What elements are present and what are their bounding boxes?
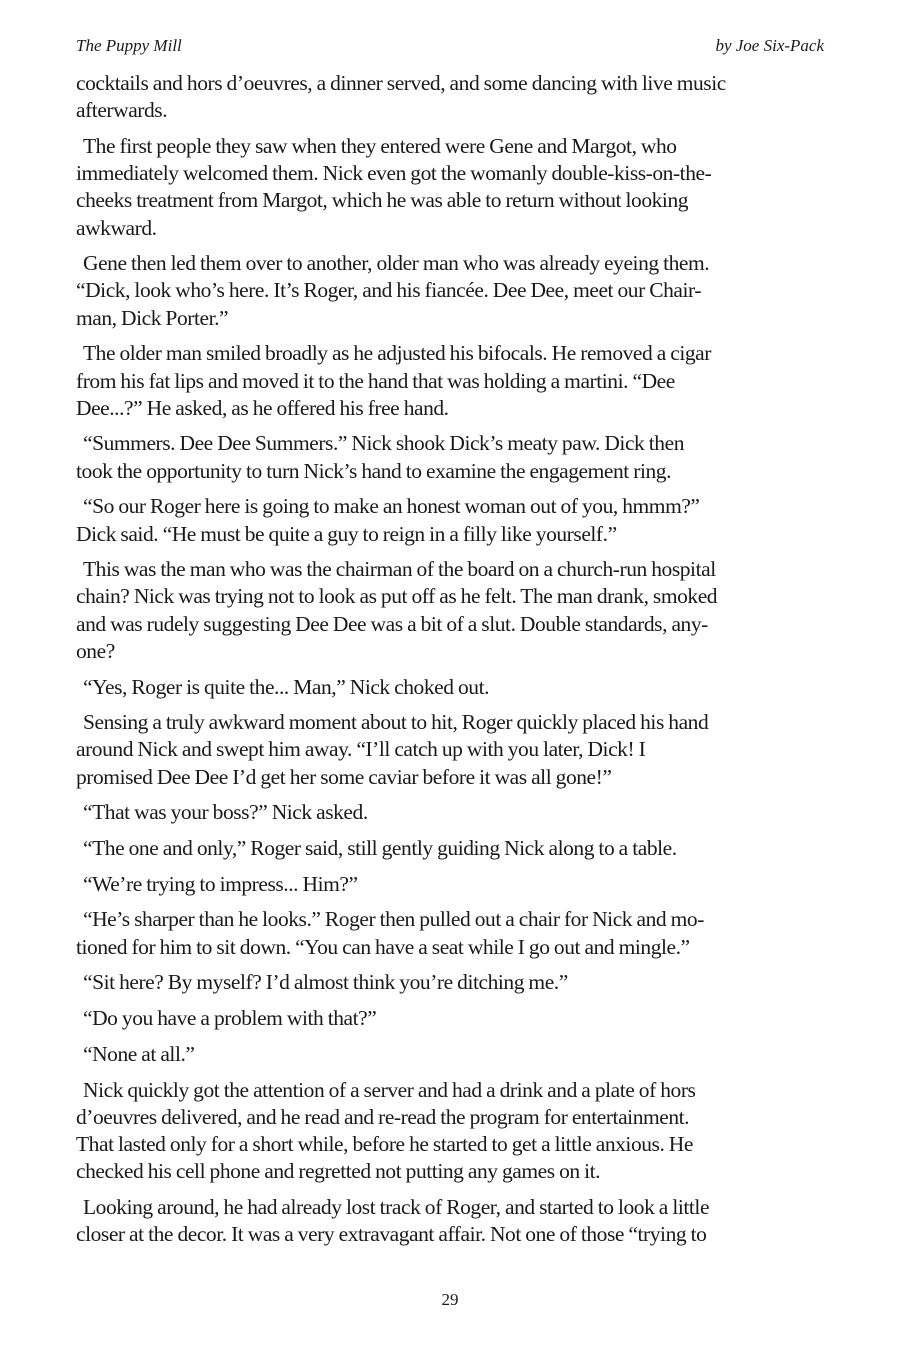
paragraph [76, 674, 828, 701]
text-line: tioned for him to sit down. “You can have a seat while I go out and mingle.” [76, 934, 690, 959]
book-title: The Puppy Mill [76, 36, 182, 55]
paragraph [76, 906, 828, 960]
text-line: and was rudely suggesting Dee Dee was a bit of a slut. Double standards, any- [76, 611, 708, 636]
text-line: “The one and only,” Roger said, still gently guiding Nick along to a table. [83, 836, 677, 861]
text-line: “None at all.” [83, 1041, 195, 1066]
text-line: immediately welcomed them. Nick even got the womanly double-kiss-on-the- [76, 161, 712, 186]
author-name: by Joe Six-Pack [715, 36, 824, 55]
paragraph [76, 556, 828, 665]
text-line: Sensing a truly awkward moment about to hit, Roger quickly placed his hand [83, 710, 709, 735]
paragraph [76, 871, 828, 898]
text-line: “So our Roger here is going to make an honest woman out of you, hmmm?” [83, 494, 700, 519]
text-line: afterwards. [76, 98, 168, 123]
paragraph [76, 709, 828, 791]
text-line: checked his cell phone and regretted not putting any games on it. [76, 1159, 601, 1184]
paragraph [76, 1041, 828, 1068]
page-body [76, 70, 828, 1257]
text-line: awkward. [76, 215, 157, 240]
text-line: The older man smiled broadly as he adjusted his bifocals. He removed a cigar [83, 341, 711, 366]
text-line: Dee...?” He asked, as he offered his free hand. [76, 395, 449, 420]
text-line: Dick said. “He must be quite a guy to reign in a filly like yourself.” [76, 521, 617, 546]
paragraph [76, 430, 828, 484]
text-line: “That was your boss?” Nick asked. [83, 800, 368, 825]
text-line: “Do you have a problem with that?” [83, 1006, 377, 1031]
page-number: 29 [441, 1290, 459, 1309]
text-line: d’oeuvres delivered, and he read and re-read the program for entertainment. [76, 1104, 690, 1129]
text-line: Gene then led them over to another, older man who was already eyeing them. [83, 251, 710, 276]
text-line: “He’s sharper than he looks.” Roger then pulled out a chair for Nick and mo- [83, 907, 704, 932]
paragraph [76, 493, 828, 547]
text-line: “Summers. Dee Dee Summers.” Nick shook Dick’s meaty paw. Dick then [83, 431, 684, 456]
paragraph [76, 70, 828, 124]
text-line: chain? Nick was trying not to look as put off as he felt. The man drank, smoked [76, 584, 718, 609]
paragraph [76, 835, 828, 862]
paragraph [76, 969, 828, 996]
paragraph [76, 340, 828, 422]
text-line: promised Dee Dee I’d get her some caviar before it was all gone!” [76, 764, 612, 789]
text-line: from his fat lips and moved it to the hand that was holding a martini. “Dee [76, 368, 675, 393]
text-line: That lasted only for a short while, before he started to get a little anxious. He [76, 1131, 693, 1156]
text-line: one? [76, 638, 115, 663]
text-line: cocktails and hors d’oeuvres, a dinner served, and some dancing with live music [76, 71, 726, 95]
text-line: took the opportunity to turn Nick’s hand to examine the engagement ring. [76, 458, 672, 483]
text-line: man, Dick Porter.” [76, 305, 229, 330]
text-line: around Nick and swept him away. “I’ll catch up with you later, Dick! I [76, 737, 646, 762]
paragraph [76, 799, 828, 826]
text-line: The first people they saw when they entered were Gene and Margot, who [83, 133, 677, 158]
paragraph [76, 1005, 828, 1032]
text-line: “We’re trying to impress... Him?” [83, 871, 358, 896]
text-line: “Yes, Roger is quite the... Man,” Nick choked out. [83, 674, 490, 699]
text-line: “Dick, look who’s here. It’s Roger, and his fiancée. Dee Dee, meet our Chair- [76, 278, 702, 303]
paragraph [76, 250, 828, 332]
text-line: This was the man who was the chairman of the board on a church-run hospital [83, 557, 716, 582]
text-line: Nick quickly got the attention of a server and had a drink and a plate of hors [83, 1077, 696, 1102]
text-line: “Sit here? By myself? I’d almost think you’re ditching me.” [83, 970, 568, 995]
paragraph [76, 133, 828, 242]
text-line: Looking around, he had already lost track of Roger, and started to look a little [83, 1194, 710, 1219]
running-header [76, 36, 824, 60]
paragraph [76, 1077, 828, 1186]
text-line: cheeks treatment from Margot, which he was able to return without looking [76, 188, 689, 213]
paragraph [76, 1194, 828, 1248]
text-line: closer at the decor. It was a very extravagant affair. Not one of those “trying to [76, 1222, 707, 1247]
